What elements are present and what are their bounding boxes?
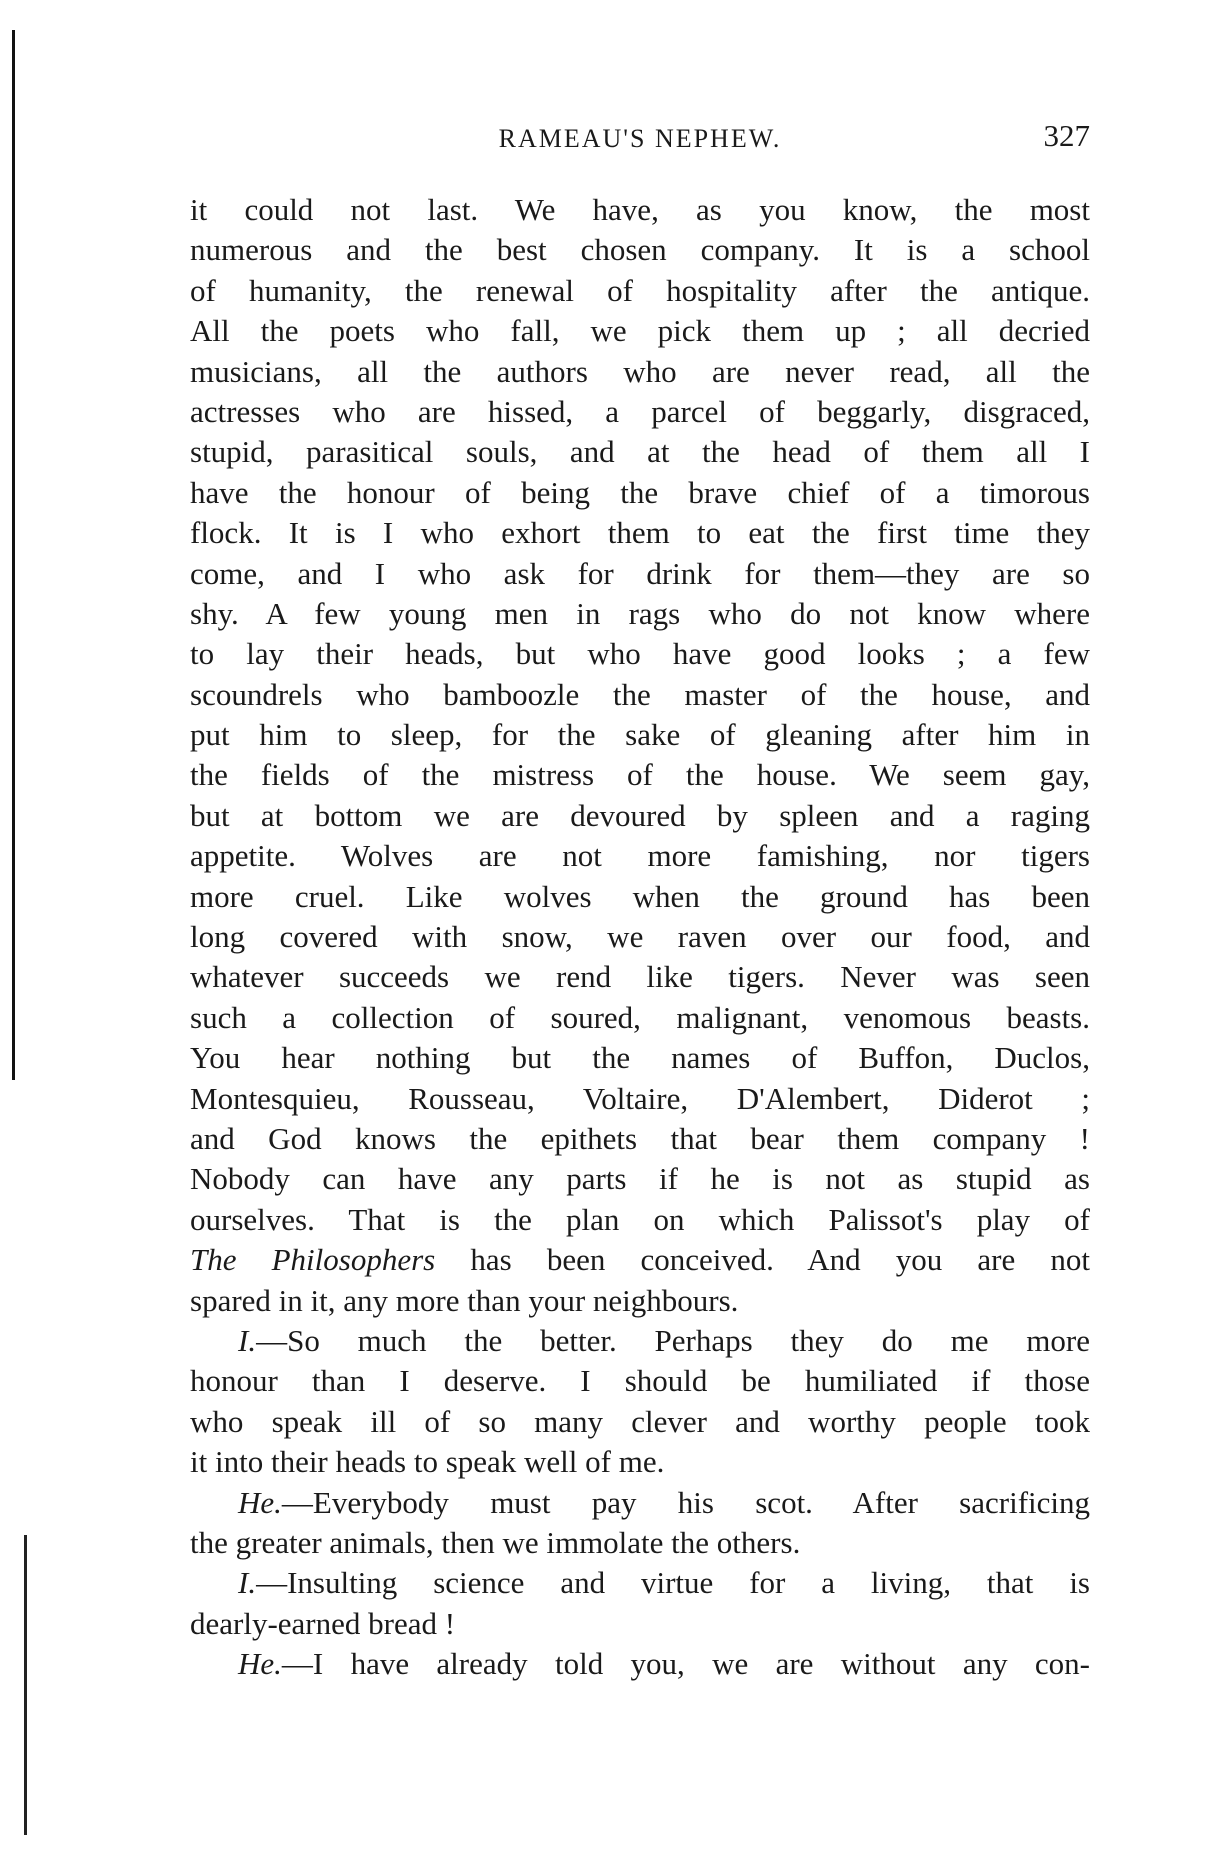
text-line: dearly-earned bread !	[190, 1605, 456, 1641]
text-line: the greater animals, then we immolate the others.	[190, 1524, 801, 1560]
binding-edge-top	[12, 30, 15, 1080]
text-line: honour than I deserve. I should be humiliated if those	[190, 1363, 1090, 1399]
speaker-label: I.	[238, 1322, 257, 1358]
book-title-italic: The Philosophers	[190, 1242, 436, 1278]
text-line: it could not last. We have, as you know, the most	[190, 192, 1090, 227]
dialogue-line: I.—So much the better. Perhaps they do me more	[238, 1322, 1090, 1358]
speaker-label: I.	[238, 1565, 257, 1601]
text-line: put him to sleep, for the sake of gleaning after him in	[190, 717, 1090, 753]
text-line: flock. It is I who exhort them to eat the first time they	[190, 515, 1090, 551]
text-line: it into their heads to speak well of me.	[190, 1444, 665, 1480]
text-line: appetite. Wolves are not more famishing, nor tigers	[190, 838, 1090, 874]
binding-edge-bottom	[24, 1535, 27, 1835]
text-line: Montesquieu, Rousseau, Voltaire, D'Alembert, Diderot ;	[190, 1080, 1090, 1116]
text-line: and God knows the epithets that bear them company !	[190, 1120, 1090, 1156]
body-text	[190, 190, 1090, 1684]
text-line: You hear nothing but the names of Buffon, Duclos,	[190, 1040, 1090, 1076]
dialogue-line: He.—Everybody must pay his scot. After sacrificing	[238, 1484, 1090, 1520]
text-line: the fields of the mistress of the house. We seem gay,	[190, 757, 1090, 793]
text-line: more cruel. Like wolves when the ground has been	[190, 878, 1090, 914]
speaker-label: He.	[238, 1484, 282, 1520]
text-line: long covered with snow, we raven over our food, and	[190, 919, 1090, 955]
text-line: actresses who are hissed, a parcel of beggarly, disgraced,	[190, 393, 1090, 429]
text-line: of humanity, the renewal of hospitality after the antique.	[190, 272, 1090, 308]
text-line: to lay their heads, but who have good looks ; a few	[190, 636, 1090, 672]
text-line: numerous and the best chosen company. It is a school	[190, 232, 1090, 268]
text-line: The Philosophers has been conceived. And you are not	[190, 1242, 1090, 1278]
dialogue-line: He.—I have already told you, we are without any con-	[238, 1646, 1090, 1682]
running-title: RAMEAU'S NEPHEW.	[498, 124, 782, 153]
text-line: musicians, all the authors who are never read, all the	[190, 353, 1090, 389]
text-line: Nobody can have any parts if he is not as stupid as	[190, 1161, 1090, 1197]
book-page	[190, 118, 1090, 1684]
dialogue-line: I.—Insulting science and virtue for a living, that is	[238, 1565, 1090, 1601]
text-line: whatever succeeds we rend like tigers. Never was seen	[190, 959, 1090, 995]
speaker-label: He.	[238, 1646, 282, 1682]
text-line: All the poets who fall, we pick them up ; all decried	[190, 313, 1090, 349]
page-number: 327	[1043, 118, 1090, 153]
text-line: have the honour of being the brave chief of a timorous	[190, 474, 1090, 510]
text-line: come, and I who ask for drink for them—they are so	[190, 555, 1090, 591]
running-head	[190, 118, 1090, 168]
text-line: spared in it, any more than your neighbours.	[190, 1282, 739, 1318]
text-line: such a collection of soured, malignant, venomous beasts.	[190, 999, 1090, 1035]
text-line: who speak ill of so many clever and worthy people took	[190, 1403, 1090, 1439]
text-line: shy. A few young men in rags who do not know where	[190, 595, 1090, 631]
text-line: stupid, parasitical souls, and at the head of them all I	[190, 434, 1090, 470]
text-line: ourselves. That is the plan on which Palissot's play of	[190, 1201, 1090, 1237]
text-line: scoundrels who bamboozle the master of the house, and	[190, 676, 1090, 712]
text-line: but at bottom we are devoured by spleen and a raging	[190, 797, 1090, 833]
